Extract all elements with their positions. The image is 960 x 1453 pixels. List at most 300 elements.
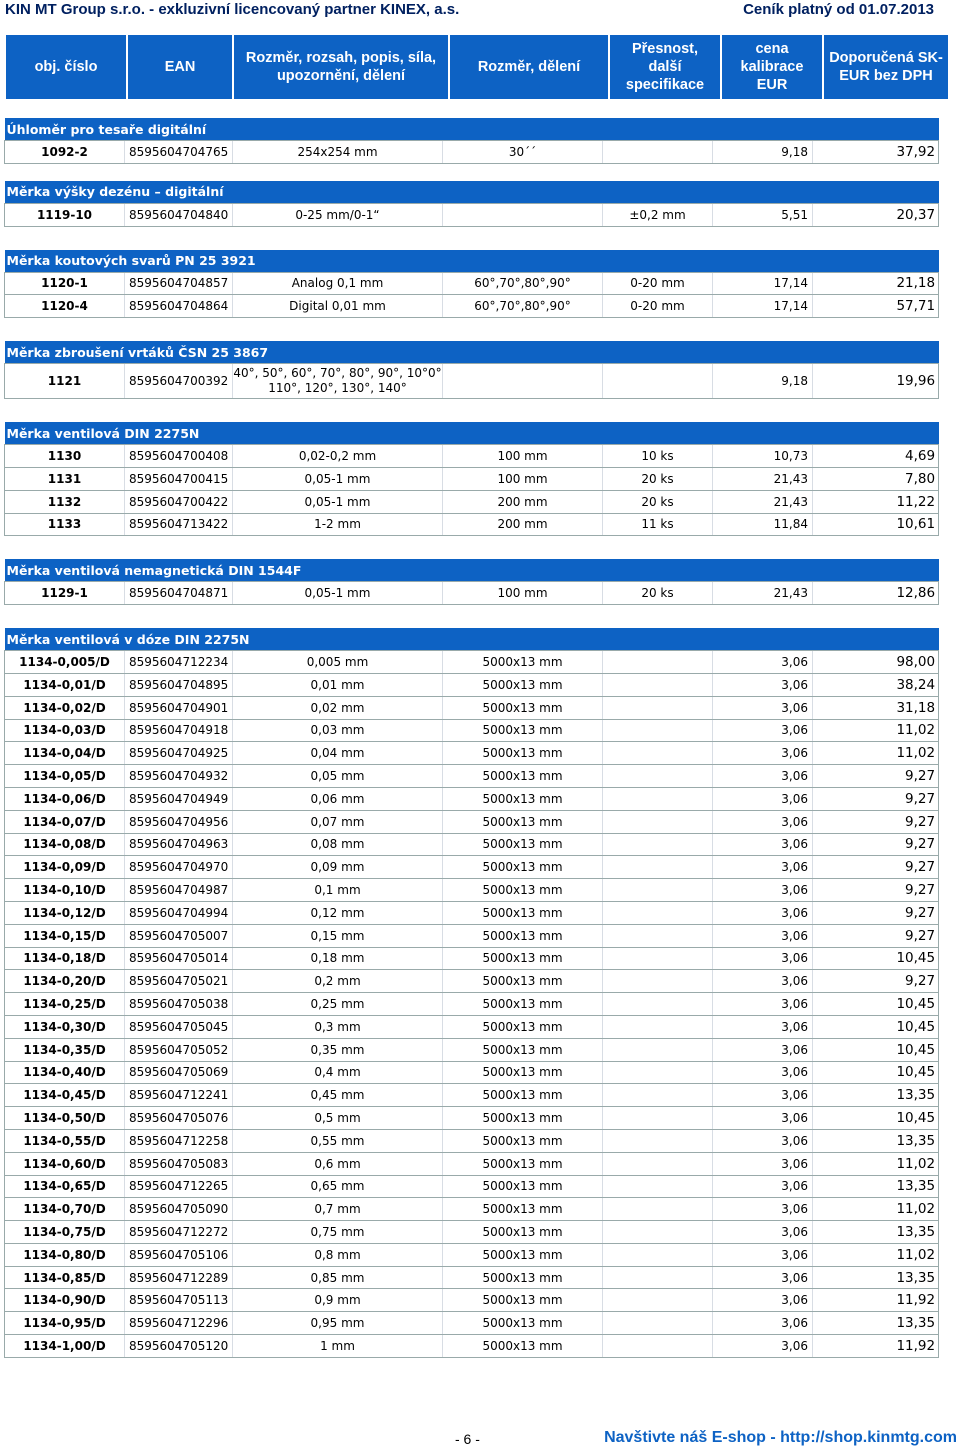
spacer-cell xyxy=(5,536,939,560)
ean-code-cell: 8595604700422 xyxy=(125,490,233,513)
ean-code-cell: 8595604700392 xyxy=(125,364,233,399)
ean-code-cell: 8595604705014 xyxy=(125,947,233,970)
recommended-price-cell: 38,24 xyxy=(813,673,939,696)
accuracy-cell xyxy=(603,1198,713,1221)
recommended-price-cell: 10,45 xyxy=(813,1038,939,1061)
eshop-link[interactable]: Navštivte náš E-shop - http://shop.kinmtg.com xyxy=(604,1429,957,1446)
col-header-order-number: obj. číslo xyxy=(6,35,126,99)
recommended-price-cell: 13,35 xyxy=(813,1129,939,1152)
recommended-price-cell: 9,27 xyxy=(813,924,939,947)
company-title: KIN MT Group s.r.o. - exkluzivní licencovaný partner KINEX, a.s. xyxy=(5,1,460,18)
recommended-price-cell: 13,35 xyxy=(813,1266,939,1289)
dimension-division-cell: 60°,70°,80°,90° xyxy=(443,295,603,318)
dimension-description-cell: 254x254 mm xyxy=(233,141,443,164)
dimension-description-cell: 0,85 mm xyxy=(233,1266,443,1289)
dimension-division-cell: 5000x13 mm xyxy=(443,742,603,765)
accuracy-cell xyxy=(603,947,713,970)
calibration-price-cell: 3,06 xyxy=(713,1335,813,1358)
table-row xyxy=(5,141,939,164)
table-row xyxy=(5,651,939,674)
dimension-description-cell: 0,06 mm xyxy=(233,787,443,810)
table-row xyxy=(5,856,939,879)
accuracy-cell xyxy=(603,787,713,810)
dimension-description-cell: 0,1 mm xyxy=(233,879,443,902)
calibration-price-cell: 3,06 xyxy=(713,696,813,719)
recommended-price-cell: 11,02 xyxy=(813,1152,939,1175)
dimension-division-cell: 5000x13 mm xyxy=(443,833,603,856)
table-row xyxy=(5,1335,939,1358)
dimension-description-cell: Analog 0,1 mm xyxy=(233,272,443,295)
section-spacer xyxy=(5,399,939,423)
recommended-price-cell: 10,45 xyxy=(813,947,939,970)
dimension-division-cell: 5000x13 mm xyxy=(443,1038,603,1061)
col-header-dimension-description: Rozměr, rozsah, popis, síla, upozornění, dělení xyxy=(234,35,448,99)
dimension-division-cell: 5000x13 mm xyxy=(443,924,603,947)
table-row xyxy=(5,513,939,536)
dimension-description-cell: 0,75 mm xyxy=(233,1221,443,1244)
order-number-cell: 1134-0,90/D xyxy=(5,1289,125,1312)
accuracy-cell xyxy=(603,651,713,674)
table-row xyxy=(5,879,939,902)
recommended-price-cell: 98,00 xyxy=(813,651,939,674)
accuracy-cell xyxy=(603,970,713,993)
order-number-cell: 1134-0,08/D xyxy=(5,833,125,856)
dimension-division-cell: 5000x13 mm xyxy=(443,651,603,674)
dimension-description-cell: 0,4 mm xyxy=(233,1061,443,1084)
calibration-price-cell: 3,06 xyxy=(713,1266,813,1289)
accuracy-cell xyxy=(603,833,713,856)
dimension-description-cell: 40°, 50°, 60°, 70°, 80°, 90°, 10°0° 110°, 120°, 130°, 140° xyxy=(233,364,443,399)
calibration-price-cell: 3,06 xyxy=(713,1243,813,1266)
table-row xyxy=(5,203,939,226)
order-number-cell: 1134-0,15/D xyxy=(5,924,125,947)
spacer-cell xyxy=(5,226,939,250)
order-number-cell: 1131 xyxy=(5,467,125,490)
order-number-cell: 1134-0,35/D xyxy=(5,1038,125,1061)
accuracy-cell: ±0,2 mm xyxy=(603,203,713,226)
col-header-recommended-price: Doporučená SK-EUR bez DPH xyxy=(824,35,948,99)
ean-code-cell: 8595604705083 xyxy=(125,1152,233,1175)
section-spacer xyxy=(5,536,939,560)
dimension-division-cell: 100 mm xyxy=(443,467,603,490)
dimension-description-cell: 1 mm xyxy=(233,1335,443,1358)
dimension-description-cell: 0,7 mm xyxy=(233,1198,443,1221)
section-title: Měrka koutových svarů PN 25 3921 xyxy=(5,250,939,273)
accuracy-cell xyxy=(603,1015,713,1038)
table-row xyxy=(5,1015,939,1038)
dimension-division-cell xyxy=(443,364,603,399)
dimension-division-cell: 5000x13 mm xyxy=(443,993,603,1016)
accuracy-cell xyxy=(603,1084,713,1107)
spacer-cell xyxy=(5,318,939,342)
dimension-description-cell: 0,18 mm xyxy=(233,947,443,970)
calibration-price-cell: 3,06 xyxy=(713,947,813,970)
section-header xyxy=(5,628,939,651)
recommended-price-cell: 7,80 xyxy=(813,467,939,490)
order-number-cell: 1120-1 xyxy=(5,272,125,295)
order-number-cell: 1121 xyxy=(5,364,125,399)
accuracy-cell: 20 ks xyxy=(603,490,713,513)
order-number-cell: 1134-0,30/D xyxy=(5,1015,125,1038)
calibration-price-cell: 3,06 xyxy=(713,810,813,833)
order-number-cell: 1134-0,50/D xyxy=(5,1107,125,1130)
ean-code-cell: 8595604705007 xyxy=(125,924,233,947)
accuracy-cell xyxy=(603,1152,713,1175)
ean-code-cell: 8595604712258 xyxy=(125,1129,233,1152)
table-row xyxy=(5,696,939,719)
calibration-price-cell: 3,06 xyxy=(713,833,813,856)
column-header-row xyxy=(4,35,950,99)
calibration-price-cell: 17,14 xyxy=(713,272,813,295)
dimension-description-cell: 0,45 mm xyxy=(233,1084,443,1107)
table-row xyxy=(5,993,939,1016)
dimension-division-cell: 60°,70°,80°,90° xyxy=(443,272,603,295)
dimension-division-cell: 5000x13 mm xyxy=(443,1084,603,1107)
dimension-division-cell: 5000x13 mm xyxy=(443,856,603,879)
accuracy-cell xyxy=(603,1061,713,1084)
table-row xyxy=(5,445,939,468)
recommended-price-cell: 11,22 xyxy=(813,490,939,513)
ean-code-cell: 8595604705038 xyxy=(125,993,233,1016)
recommended-price-cell: 9,27 xyxy=(813,856,939,879)
table-row xyxy=(5,742,939,765)
dimension-description-cell: 0,55 mm xyxy=(233,1129,443,1152)
dimension-description-cell: 0,05-1 mm xyxy=(233,467,443,490)
ean-code-cell: 8595604705069 xyxy=(125,1061,233,1084)
order-number-cell: 1134-0,005/D xyxy=(5,651,125,674)
recommended-price-cell: 31,18 xyxy=(813,696,939,719)
spacer-cell xyxy=(5,399,939,423)
accuracy-cell: 10 ks xyxy=(603,445,713,468)
recommended-price-cell: 11,02 xyxy=(813,742,939,765)
ean-code-cell: 8595604704918 xyxy=(125,719,233,742)
accuracy-cell xyxy=(603,879,713,902)
spacer-cell xyxy=(5,163,939,181)
calibration-price-cell: 3,06 xyxy=(713,1312,813,1335)
recommended-price-cell: 57,71 xyxy=(813,295,939,318)
table-row xyxy=(5,1312,939,1335)
calibration-price-cell: 3,06 xyxy=(713,1175,813,1198)
ean-code-cell: 8595604704932 xyxy=(125,765,233,788)
dimension-description-cell: 0,6 mm xyxy=(233,1152,443,1175)
dimension-division-cell xyxy=(443,203,603,226)
accuracy-cell xyxy=(603,856,713,879)
recommended-price-cell: 9,27 xyxy=(813,833,939,856)
dimension-division-cell: 5000x13 mm xyxy=(443,1015,603,1038)
recommended-price-cell: 9,27 xyxy=(813,901,939,924)
section-title: Měrka výšky dezénu – digitální xyxy=(5,181,939,204)
accuracy-cell: 0-20 mm xyxy=(603,272,713,295)
dimension-description-cell: Digital 0,01 mm xyxy=(233,295,443,318)
calibration-price-cell: 21,43 xyxy=(713,582,813,605)
accuracy-cell xyxy=(603,719,713,742)
order-number-cell: 1134-0,10/D xyxy=(5,879,125,902)
dimension-division-cell: 5000x13 mm xyxy=(443,1221,603,1244)
dimension-description-cell: 0,02 mm xyxy=(233,696,443,719)
page-number: - 6 - xyxy=(455,1431,480,1447)
accuracy-cell xyxy=(603,924,713,947)
ean-code-cell: 8595604704840 xyxy=(125,203,233,226)
table-row xyxy=(5,295,939,318)
ean-code-cell: 8595604712272 xyxy=(125,1221,233,1244)
recommended-price-cell: 19,96 xyxy=(813,364,939,399)
dimension-division-cell: 5000x13 mm xyxy=(443,810,603,833)
order-number-cell: 1134-0,04/D xyxy=(5,742,125,765)
accuracy-cell xyxy=(603,1335,713,1358)
table-row xyxy=(5,673,939,696)
table-row xyxy=(5,582,939,605)
dimension-description-cell: 0,01 mm xyxy=(233,673,443,696)
section-spacer xyxy=(5,163,939,181)
recommended-price-cell: 11,02 xyxy=(813,1198,939,1221)
price-table xyxy=(4,118,939,1358)
order-number-cell: 1134-1,00/D xyxy=(5,1335,125,1358)
ean-code-cell: 8595604704949 xyxy=(125,787,233,810)
recommended-price-cell: 13,35 xyxy=(813,1175,939,1198)
dimension-division-cell: 5000x13 mm xyxy=(443,696,603,719)
calibration-price-cell: 3,06 xyxy=(713,1129,813,1152)
order-number-cell: 1134-0,01/D xyxy=(5,673,125,696)
table-row xyxy=(5,833,939,856)
recommended-price-cell: 9,27 xyxy=(813,787,939,810)
order-number-cell: 1120-4 xyxy=(5,295,125,318)
calibration-price-cell: 3,06 xyxy=(713,1107,813,1130)
dimension-description-cell: 0,03 mm xyxy=(233,719,443,742)
order-number-cell: 1134-0,07/D xyxy=(5,810,125,833)
order-number-cell: 1134-0,70/D xyxy=(5,1198,125,1221)
accuracy-cell xyxy=(603,765,713,788)
table-row xyxy=(5,1175,939,1198)
recommended-price-cell: 10,45 xyxy=(813,1061,939,1084)
calibration-price-cell: 3,06 xyxy=(713,673,813,696)
section-header xyxy=(5,341,939,364)
order-number-cell: 1134-0,60/D xyxy=(5,1152,125,1175)
table-row xyxy=(5,467,939,490)
order-number-cell: 1134-0,85/D xyxy=(5,1266,125,1289)
dimension-description-cell: 0,08 mm xyxy=(233,833,443,856)
recommended-price-cell: 9,27 xyxy=(813,810,939,833)
order-number-cell: 1134-0,80/D xyxy=(5,1243,125,1266)
dimension-description-cell: 0,12 mm xyxy=(233,901,443,924)
accuracy-cell xyxy=(603,1175,713,1198)
recommended-price-cell: 9,27 xyxy=(813,970,939,993)
calibration-price-cell: 3,06 xyxy=(713,1152,813,1175)
order-number-cell: 1134-0,65/D xyxy=(5,1175,125,1198)
dimension-division-cell: 5000x13 mm xyxy=(443,787,603,810)
dimension-description-cell: 1-2 mm xyxy=(233,513,443,536)
spacer-cell xyxy=(5,605,939,629)
accuracy-cell xyxy=(603,1107,713,1130)
dimension-division-cell: 100 mm xyxy=(443,582,603,605)
dimension-description-cell: 0,15 mm xyxy=(233,924,443,947)
calibration-price-cell: 5,51 xyxy=(713,203,813,226)
section-title: Měrka ventilová DIN 2275N xyxy=(5,422,939,445)
ean-code-cell: 8595604704864 xyxy=(125,295,233,318)
dimension-division-cell: 200 mm xyxy=(443,513,603,536)
table-row xyxy=(5,1221,939,1244)
ean-code-cell: 8595604705045 xyxy=(125,1015,233,1038)
dimension-division-cell: 5000x13 mm xyxy=(443,970,603,993)
ean-code-cell: 8595604705076 xyxy=(125,1107,233,1130)
recommended-price-cell: 11,02 xyxy=(813,1243,939,1266)
calibration-price-cell: 10,73 xyxy=(713,445,813,468)
ean-code-cell: 8595604700415 xyxy=(125,467,233,490)
order-number-cell: 1134-0,02/D xyxy=(5,696,125,719)
dimension-description-cell: 0,005 mm xyxy=(233,651,443,674)
section-title: Měrka ventilová nemagnetická DIN 1544F xyxy=(5,559,939,582)
recommended-price-cell: 12,86 xyxy=(813,582,939,605)
calibration-price-cell: 9,18 xyxy=(713,364,813,399)
order-number-cell: 1129-1 xyxy=(5,582,125,605)
ean-code-cell: 8595604704970 xyxy=(125,856,233,879)
order-number-cell: 1119-10 xyxy=(5,203,125,226)
accuracy-cell xyxy=(603,1038,713,1061)
recommended-price-cell: 10,45 xyxy=(813,993,939,1016)
calibration-price-cell: 3,06 xyxy=(713,924,813,947)
dimension-division-cell: 5000x13 mm xyxy=(443,1312,603,1335)
dimension-division-cell: 5000x13 mm xyxy=(443,947,603,970)
accuracy-cell xyxy=(603,810,713,833)
dimension-division-cell: 5000x13 mm xyxy=(443,1107,603,1130)
order-number-cell: 1134-0,45/D xyxy=(5,1084,125,1107)
dimension-division-cell: 5000x13 mm xyxy=(443,765,603,788)
accuracy-cell xyxy=(603,1129,713,1152)
calibration-price-cell: 3,06 xyxy=(713,1038,813,1061)
dimension-division-cell: 5000x13 mm xyxy=(443,1335,603,1358)
ean-code-cell: 8595604700408 xyxy=(125,445,233,468)
dimension-description-cell: 0,05-1 mm xyxy=(233,582,443,605)
dimension-division-cell: 5000x13 mm xyxy=(443,901,603,924)
dimension-description-cell: 0,95 mm xyxy=(233,1312,443,1335)
table-row xyxy=(5,272,939,295)
calibration-price-cell: 3,06 xyxy=(713,970,813,993)
dimension-description-cell: 0,35 mm xyxy=(233,1038,443,1061)
accuracy-cell xyxy=(603,1243,713,1266)
dimension-description-cell: 0,02-0,2 mm xyxy=(233,445,443,468)
table-row xyxy=(5,765,939,788)
section-spacer xyxy=(5,318,939,342)
order-number-cell: 1133 xyxy=(5,513,125,536)
calibration-price-cell: 3,06 xyxy=(713,1084,813,1107)
ean-code-cell: 8595604704963 xyxy=(125,833,233,856)
ean-code-cell: 8595604704925 xyxy=(125,742,233,765)
recommended-price-cell: 37,92 xyxy=(813,141,939,164)
order-number-cell: 1134-0,05/D xyxy=(5,765,125,788)
table-row xyxy=(5,924,939,947)
dimension-division-cell: 5000x13 mm xyxy=(443,1061,603,1084)
col-header-accuracy: Přesnost, další specifikace xyxy=(610,35,720,99)
table-row xyxy=(5,1038,939,1061)
order-number-cell: 1134-0,40/D xyxy=(5,1061,125,1084)
section-title: Úhloměr pro tesaře digitální xyxy=(5,118,939,141)
order-number-cell: 1134-0,75/D xyxy=(5,1221,125,1244)
ean-code-cell: 8595604704857 xyxy=(125,272,233,295)
dimension-description-cell: 0,8 mm xyxy=(233,1243,443,1266)
dimension-division-cell: 100 mm xyxy=(443,445,603,468)
accuracy-cell xyxy=(603,901,713,924)
page-header xyxy=(0,0,960,20)
dimension-description-cell: 0,05 mm xyxy=(233,765,443,788)
calibration-price-cell: 3,06 xyxy=(713,993,813,1016)
calibration-price-cell: 3,06 xyxy=(713,787,813,810)
calibration-price-cell: 21,43 xyxy=(713,467,813,490)
recommended-price-cell: 13,35 xyxy=(813,1084,939,1107)
ean-code-cell: 8595604705052 xyxy=(125,1038,233,1061)
dimension-division-cell: 5000x13 mm xyxy=(443,673,603,696)
table-row xyxy=(5,1198,939,1221)
table-row xyxy=(5,1061,939,1084)
recommended-price-cell: 9,27 xyxy=(813,879,939,902)
dimension-description-cell: 0,9 mm xyxy=(233,1289,443,1312)
accuracy-cell xyxy=(603,742,713,765)
table-row xyxy=(5,787,939,810)
dimension-division-cell: 5000x13 mm xyxy=(443,1175,603,1198)
recommended-price-cell: 11,92 xyxy=(813,1289,939,1312)
calibration-price-cell: 21,43 xyxy=(713,490,813,513)
calibration-price-cell: 3,06 xyxy=(713,901,813,924)
dimension-division-cell: 5000x13 mm xyxy=(443,1289,603,1312)
recommended-price-cell: 10,61 xyxy=(813,513,939,536)
recommended-price-cell: 4,69 xyxy=(813,445,939,468)
dimension-description-cell: 0,09 mm xyxy=(233,856,443,879)
recommended-price-cell: 11,92 xyxy=(813,1335,939,1358)
table-row xyxy=(5,1152,939,1175)
recommended-price-cell: 10,45 xyxy=(813,1107,939,1130)
ean-code-cell: 8595604704901 xyxy=(125,696,233,719)
section-spacer xyxy=(5,605,939,629)
col-header-calibration-price: cena kalibrace EUR xyxy=(722,35,822,99)
ean-code-cell: 8595604705113 xyxy=(125,1289,233,1312)
table-row xyxy=(5,1107,939,1130)
dimension-division-cell: 30´´ xyxy=(443,141,603,164)
order-number-cell: 1134-0,12/D xyxy=(5,901,125,924)
recommended-price-cell: 13,35 xyxy=(813,1221,939,1244)
calibration-price-cell: 3,06 xyxy=(713,719,813,742)
ean-code-cell: 8595604705021 xyxy=(125,970,233,993)
order-number-cell: 1132 xyxy=(5,490,125,513)
order-number-cell: 1130 xyxy=(5,445,125,468)
dimension-description-cell: 0,05-1 mm xyxy=(233,490,443,513)
dimension-description-cell: 0,5 mm xyxy=(233,1107,443,1130)
ean-code-cell: 8595604712289 xyxy=(125,1266,233,1289)
ean-code-cell: 8595604712241 xyxy=(125,1084,233,1107)
dimension-division-cell: 5000x13 mm xyxy=(443,1129,603,1152)
recommended-price-cell: 10,45 xyxy=(813,1015,939,1038)
order-number-cell: 1134-0,25/D xyxy=(5,993,125,1016)
table-row xyxy=(5,490,939,513)
ean-code-cell: 8595604704987 xyxy=(125,879,233,902)
dimension-description-cell: 0,2 mm xyxy=(233,970,443,993)
accuracy-cell: 20 ks xyxy=(603,467,713,490)
calibration-price-cell: 17,14 xyxy=(713,295,813,318)
ean-code-cell: 8595604712234 xyxy=(125,651,233,674)
calibration-price-cell: 3,06 xyxy=(713,1221,813,1244)
order-number-cell: 1134-0,09/D xyxy=(5,856,125,879)
dimension-division-cell: 5000x13 mm xyxy=(443,1243,603,1266)
accuracy-cell xyxy=(603,1221,713,1244)
table-row xyxy=(5,1289,939,1312)
table-row xyxy=(5,1084,939,1107)
recommended-price-cell: 9,27 xyxy=(813,765,939,788)
calibration-price-cell: 3,06 xyxy=(713,765,813,788)
ean-code-cell: 8595604712265 xyxy=(125,1175,233,1198)
recommended-price-cell: 11,02 xyxy=(813,719,939,742)
dimension-division-cell: 5000x13 mm xyxy=(443,1152,603,1175)
section-spacer xyxy=(5,226,939,250)
calibration-price-cell: 3,06 xyxy=(713,742,813,765)
table-row xyxy=(5,901,939,924)
accuracy-cell xyxy=(603,1266,713,1289)
